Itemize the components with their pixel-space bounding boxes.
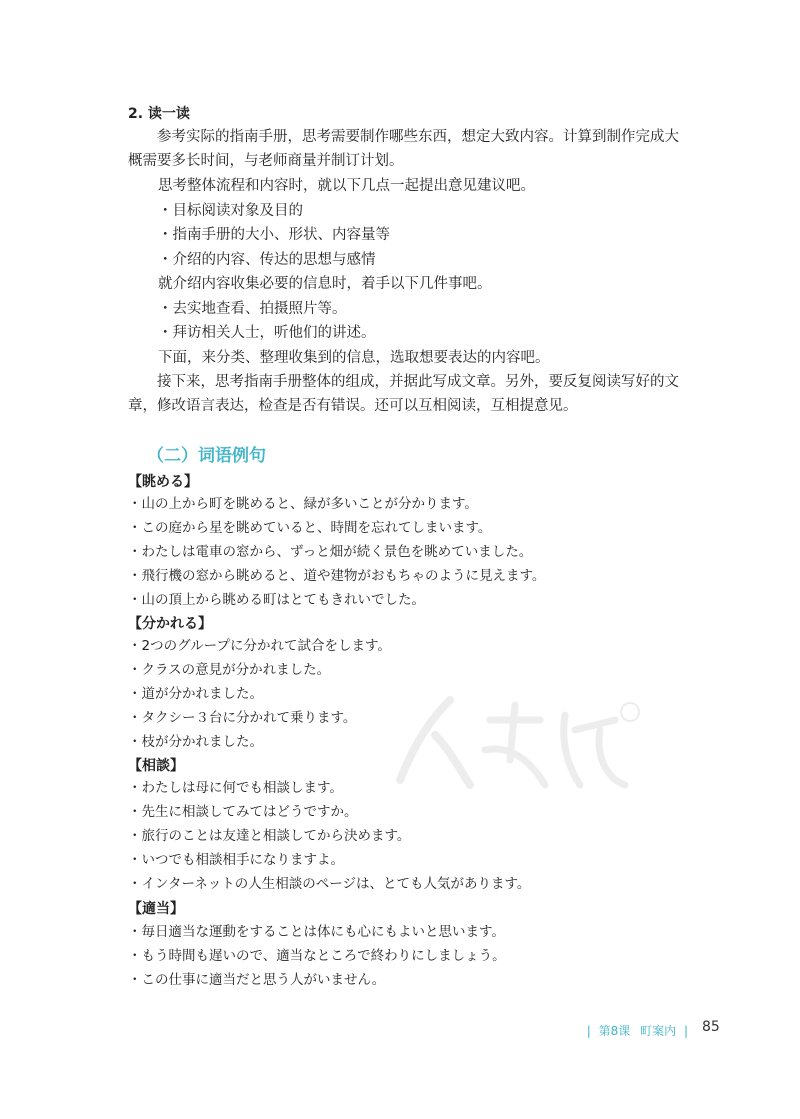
vocab-word-heading: 【相談】 bbox=[128, 758, 184, 774]
example-sentence: ・道が分かれました。 bbox=[128, 686, 263, 702]
example-sentence: ・山の頂上から眺める町はとてもきれいでした。 bbox=[128, 592, 425, 608]
action-item: ・拜访相关人士，听他们的讲述。 bbox=[158, 325, 376, 341]
vocab-word-heading: 【眺める】 bbox=[128, 474, 198, 490]
example-sentence: ・山の上から町を眺めると、緑が多いことが分かります。 bbox=[128, 496, 478, 512]
example-sentence: ・もう時間も遅いので、適当なところで終わりにしましょう。 bbox=[128, 948, 506, 964]
example-sentence: ・飛行機の窓から眺めると、道や建物がおもちゃのように見えます。 bbox=[128, 568, 546, 584]
paragraph-plan: 参考实际的指南手册，思考需要制作哪些东西，想定大致内容。计算到制作完成大概需要多长时间，与老师商量并制订计划。 bbox=[128, 129, 679, 169]
example-sentence: ・先生に相談してみてはどうですか。 bbox=[128, 804, 358, 820]
example-sentence: ・この仕事に適当だと思う人がいません。 bbox=[128, 972, 386, 988]
example-sentence: ・クラスの意見が分かれました。 bbox=[128, 662, 331, 678]
paragraph-discussion: 思考整体流程和内容时，就以下几点一起提出意见建议吧。 bbox=[158, 178, 535, 194]
vocab-section-title: （二）词语例句 bbox=[147, 446, 266, 466]
example-sentence: ・わたしは電車の窓から、ずっと畑が続く景色を眺めていました。 bbox=[128, 544, 533, 560]
action-item: ・去实地查看、拍摄照片等。 bbox=[158, 301, 347, 317]
example-sentence: ・タクシー３台に分かれて乗ります。 bbox=[128, 710, 357, 726]
page-number: 85 bbox=[702, 1019, 720, 1035]
vocab-word-heading: 【分かれる】 bbox=[128, 616, 212, 632]
example-sentence: ・わたしは母に何でも相談します。 bbox=[128, 780, 343, 796]
vocab-word-heading: 【適当】 bbox=[128, 901, 184, 917]
publisher-watermark bbox=[380, 690, 640, 800]
example-sentence: ・旅行のことは友達と相談してから決めます。 bbox=[128, 828, 411, 844]
example-sentence: ・この庭から星を眺めていると、時間を忘れてしまいます。 bbox=[128, 520, 492, 536]
next-line: 下面，来分类、整理收集到的信息，选取想要表达的内容吧。 bbox=[158, 350, 550, 366]
example-sentence: ・枝が分かれました。 bbox=[128, 734, 263, 750]
section-heading: 2. 读一读 bbox=[128, 106, 190, 122]
example-sentence: ・インターネットの人生相談のページは、とても人気があります。 bbox=[128, 876, 531, 892]
example-sentence: ・いつでも相談相手になりますよ。 bbox=[128, 852, 344, 868]
point-item: ・介绍的内容、传达的思想与感情 bbox=[158, 252, 376, 268]
footer-lesson: 第8课 bbox=[598, 1024, 631, 1038]
footer-topic: 町案内 bbox=[640, 1024, 677, 1038]
example-sentence: ・毎日適当な運動をすることは体にも心にもよいと思います。 bbox=[128, 924, 505, 940]
footer-divider: | bbox=[683, 1024, 688, 1038]
example-sentence: ・2つのグループに分かれて試合をします。 bbox=[128, 638, 391, 654]
running-footer bbox=[583, 1022, 692, 1039]
paragraph-writing: 接下来，思考指南手册整体的组成，并据此写成文章。另外，要反复阅读写好的文章，修改语言表达，检查是否有错误。还可以互相阅读，互相提意见。 bbox=[128, 374, 679, 414]
footer-divider: | bbox=[586, 1024, 591, 1038]
info-line: 就介绍内容收集必要的信息时，着手以下几件事吧。 bbox=[158, 276, 492, 292]
point-item: ・目标阅读对象及目的 bbox=[158, 203, 303, 219]
point-item: ・指南手册的大小、形状、内容量等 bbox=[158, 227, 390, 243]
